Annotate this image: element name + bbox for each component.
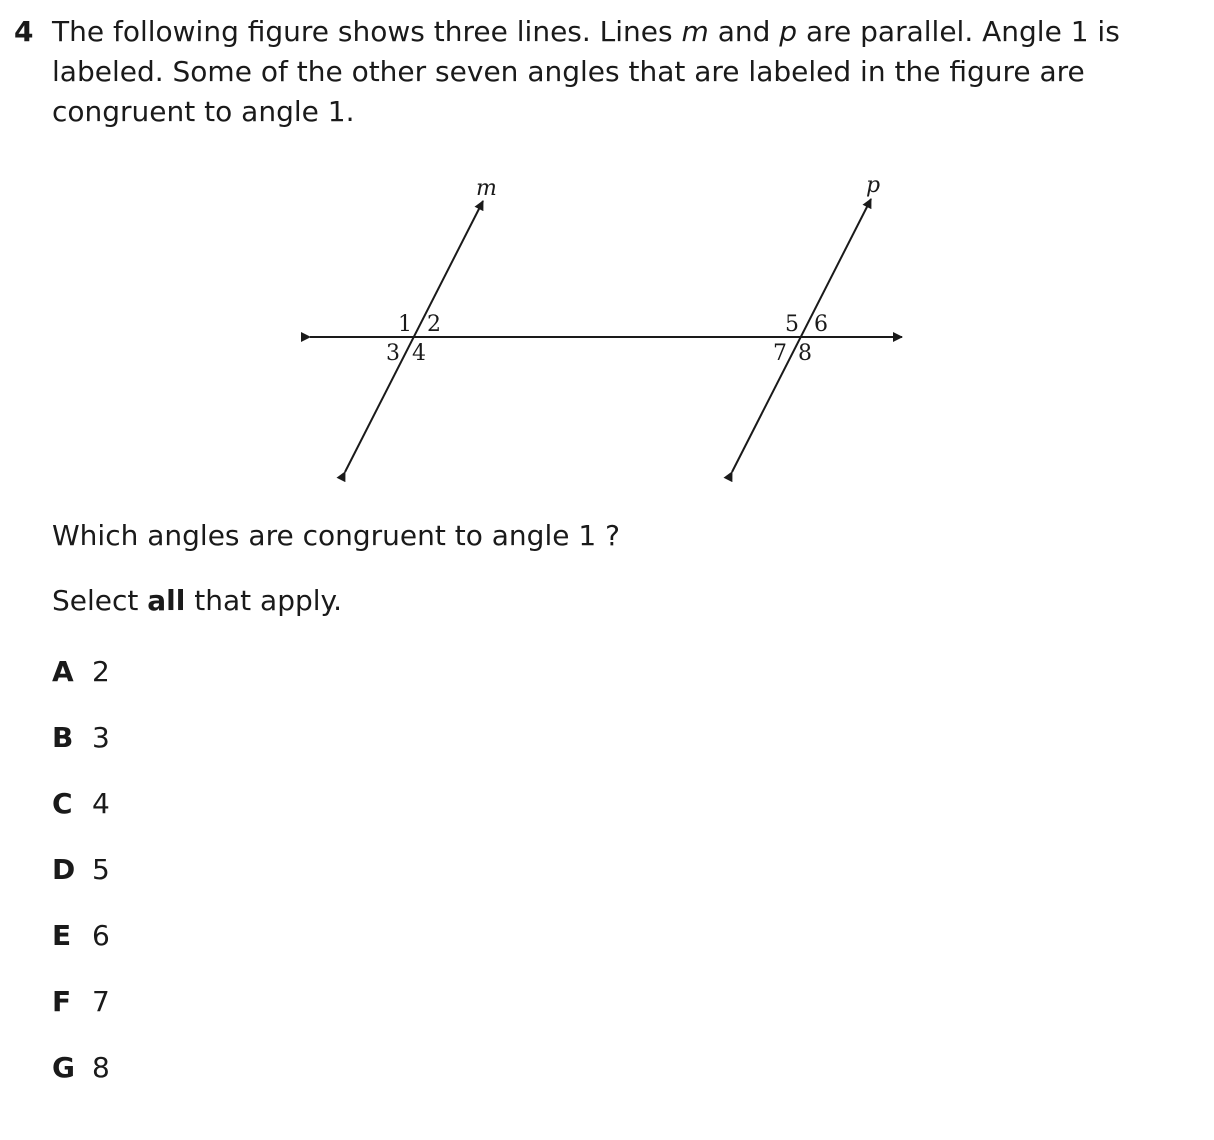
angle-6-label: 6 — [814, 312, 828, 337]
option-letter: C — [52, 787, 73, 820]
line-p-label: p — [866, 173, 881, 198]
stem-line-1: The following figure shows three lines. Lines m and p are parallel. Angle 1 is — [52, 15, 1120, 48]
option-e[interactable] — [52, 916, 110, 982]
angle-2-label: 2 — [427, 312, 441, 337]
option-value: 7 — [92, 985, 110, 1018]
option-f[interactable] — [52, 982, 110, 1048]
option-letter: G — [52, 1051, 75, 1084]
angle-1-label: 1 — [398, 312, 412, 337]
option-value: 3 — [92, 721, 110, 754]
option-a[interactable] — [52, 652, 110, 718]
parallel-lines-figure — [0, 0, 1214, 520]
option-letter: D — [52, 853, 76, 886]
stem-line-2: labeled. Some of the other seven angles that are labeled in the figure are — [52, 55, 1085, 88]
angle-3-label: 3 — [386, 341, 400, 366]
line-p — [732, 199, 871, 472]
angle-4-label: 4 — [412, 341, 426, 366]
stem-line-3: congruent to angle 1. — [52, 95, 355, 128]
option-value: 2 — [92, 655, 110, 688]
select-instruction: Select all that apply. — [52, 584, 342, 617]
line-m-label: m — [476, 176, 497, 201]
option-value: 6 — [92, 919, 110, 952]
option-letter: F — [52, 985, 72, 1018]
option-letter: E — [52, 919, 72, 952]
answer-options — [52, 652, 110, 1114]
angle-7-label: 7 — [773, 341, 787, 366]
option-g[interactable] — [52, 1048, 110, 1114]
option-value: 4 — [92, 787, 110, 820]
line-p-ref: p — [779, 15, 798, 48]
option-d[interactable] — [52, 850, 110, 916]
angle-8-label: 8 — [798, 341, 812, 366]
option-c[interactable] — [52, 784, 110, 850]
option-b[interactable] — [52, 718, 110, 784]
line-m-ref: m — [681, 15, 709, 48]
option-letter: A — [52, 655, 74, 688]
option-value: 5 — [92, 853, 110, 886]
question-number: 4 — [14, 15, 34, 48]
option-letter: B — [52, 721, 74, 754]
question-prompt: Which angles are congruent to angle 1 ? — [52, 519, 620, 552]
option-value: 8 — [92, 1051, 110, 1084]
angle-5-label: 5 — [785, 312, 799, 337]
